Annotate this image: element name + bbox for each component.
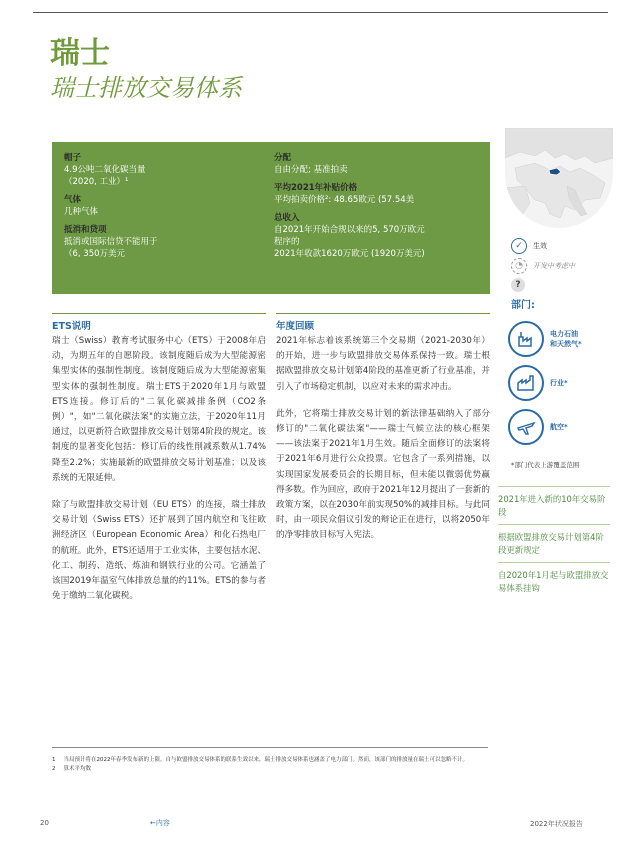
summary-allocation-label: 分配 bbox=[274, 153, 292, 163]
legend-active bbox=[511, 238, 547, 254]
check-icon: ✓ bbox=[511, 238, 527, 254]
summary-price bbox=[274, 182, 484, 206]
sector-aviation-label: 航空* bbox=[550, 423, 568, 431]
legend-question bbox=[511, 278, 525, 292]
summary-offsets bbox=[64, 224, 274, 260]
annual-review-paragraph: 2021年标志着该系统第三个交易期（2021-2030年）的开始，进一步与欧盟排放交易体系保持一致。瑞士根据欧盟排放交易计划第4阶段的基准更新了行业基准，并引入了市场稳定机制，以应对未来的需求冲击。 bbox=[276, 336, 490, 392]
annual-review-paragraph: 此外，它将瑞士排放交易计划的新法律基础纳入了部分修订的"二氧化碳法案"——瑞士气候立法的核心框架——该法案于2021年1月生效。随后全面修订的法案将于2021年6月进行公众投票。它包含了一系列措施，以实现国家发展委员会的长期目标，但未能以微弱优势赢得多数。作为回应，政府于2021年12月提出了一套新的政策方案，以在2030年前实现50%的减排目标。与此同时，由一项民众倡议引发的辩论正在进行，以将2050年的净零排放目标写入宪法。 bbox=[276, 408, 490, 541]
ets-description-section bbox=[52, 318, 266, 604]
sector-aviation bbox=[508, 408, 628, 446]
page-number: 20 bbox=[40, 819, 49, 827]
sectors-note: *部门代表上游覆盖范围 bbox=[511, 461, 580, 469]
summary-revenue bbox=[274, 212, 484, 260]
summary-left-column bbox=[64, 152, 274, 266]
mid-column-rule bbox=[276, 313, 490, 314]
summary-gases-label: 气体 bbox=[64, 195, 82, 205]
power-plant-icon bbox=[508, 321, 544, 357]
summary-revenue-label: 总收入 bbox=[274, 213, 300, 223]
ets-description-paragraph: 除了与欧盟排放交易计划（EU ETS）的连接，瑞士排放交易计划（Swiss ETS）还扩展到了国内航空和飞往欧洲经济区（European Economic Area）和化石热电厂的航班。此外，ETS还适用于工业实体，主要包括水泥、化工、制药、造纸、炼油和钢铁行业的公司。它涵盖了该国2019年温室气体排放总量的约11%。ETS的参与者免于缴纳二氧化碳税。 bbox=[52, 500, 266, 602]
footnote-rule bbox=[52, 747, 488, 748]
europe-map bbox=[505, 128, 613, 228]
summary-allocation-text: 自由分配; 基准拍卖 bbox=[274, 165, 348, 175]
sector-power bbox=[508, 320, 628, 358]
summary-allocation bbox=[274, 152, 484, 176]
footnote-2 bbox=[52, 765, 492, 774]
summary-cap bbox=[64, 152, 274, 188]
page-subtitle: 瑞士排放交易体系 bbox=[50, 74, 242, 102]
highlight-item: 2021年进入新的10年交易阶段 bbox=[498, 486, 610, 519]
sector-industry-label: 行业* bbox=[550, 379, 568, 387]
annual-review-section bbox=[276, 318, 490, 544]
ets-description-heading: ETS说明 bbox=[52, 321, 91, 332]
back-to-contents-link[interactable]: ←内容 bbox=[150, 819, 170, 827]
page-title: 瑞士 bbox=[50, 36, 110, 71]
summary-cap-label: 帽子 bbox=[64, 153, 82, 163]
highlight-item: 自2020年1月起与欧盟排放交易体系挂钩 bbox=[498, 562, 610, 595]
summary-box bbox=[52, 142, 490, 294]
report-title: 2022年状况报告 bbox=[530, 820, 583, 828]
top-rule bbox=[33, 12, 608, 13]
sector-industry bbox=[508, 364, 628, 402]
annual-review-heading: 年度回顾 bbox=[276, 321, 315, 332]
ets-description-paragraph: 瑞士（Swiss）教育考试服务中心（ETS）于2008年启动，为期五年的自愿阶段。该制度随后成为大型能源密集型实体的强制性制度。该制度随后成为大型能源密集型实体的强制性制度。瑞士ETS于2020年1月与欧盟ETS连接。修订后的"二氧化碳减排条例（CO2条例）"，如"二氧化碳法案"的实施立法，于2020年11月通过，以更新符合欧盟排放交易计划第4阶段的规定。该制度的显著变化包括：修订后的线性削减系数从1.74%降至2.2%；实施最新的欧盟排放交易计划基准；以及该系统的无限延伸。 bbox=[52, 336, 266, 483]
footnote-text: 当局预计将在2022年春季发布新的上限。自与欧盟排放交易体系的联系生效以来，瑞士排放交易体系也涵盖了电力部门。然而，该部门的排放量在瑞士可以忽略不计。 bbox=[63, 757, 469, 763]
summary-gases-text: 几种气体 bbox=[64, 207, 99, 217]
legend-developing-label: 开发中考虑中 bbox=[533, 262, 575, 270]
footnote-1 bbox=[52, 756, 492, 765]
summary-cap-text: 4.9公吨二氧化碳当量 （2020, 工业）¹ bbox=[64, 165, 146, 187]
factory-icon bbox=[508, 365, 544, 401]
summary-right-column bbox=[274, 152, 484, 266]
highlight-item: 根据欧盟排放交易计划第4阶段更新规定 bbox=[498, 524, 610, 557]
summary-price-label: 平均2021年补贴价格 bbox=[274, 183, 358, 193]
summary-offsets-text: 抵消或国际信贷不能用于 （6, 350万美元 bbox=[64, 237, 158, 259]
clock-icon: ◔ bbox=[511, 258, 527, 274]
footnotes bbox=[52, 756, 492, 773]
left-column-rule bbox=[52, 313, 266, 314]
sector-power-label: 电力石油 和天然气* bbox=[550, 330, 582, 348]
sectors-title: 部门: bbox=[511, 300, 535, 311]
summary-revenue-text: 自2021年开始合规以来的5, 570万欧元 程序的 2021年收款1620万欧元 (1920万美元) bbox=[274, 225, 425, 259]
summary-price-text: 平均拍卖价格²: 48.65欧元 (57.54美 bbox=[274, 195, 415, 205]
legend-developing bbox=[511, 258, 575, 274]
footnote-number: 1 bbox=[52, 757, 56, 763]
legend-active-label: 生效 bbox=[533, 242, 547, 250]
question-icon: ? bbox=[511, 278, 525, 292]
footnote-number: 2 bbox=[52, 765, 56, 772]
footnote-text: 算术平均数 bbox=[63, 765, 92, 772]
summary-gases bbox=[64, 194, 274, 218]
map-graphic bbox=[505, 128, 613, 228]
summary-offsets-label: 抵消和贷项 bbox=[64, 225, 107, 235]
airplane-icon bbox=[508, 409, 544, 445]
